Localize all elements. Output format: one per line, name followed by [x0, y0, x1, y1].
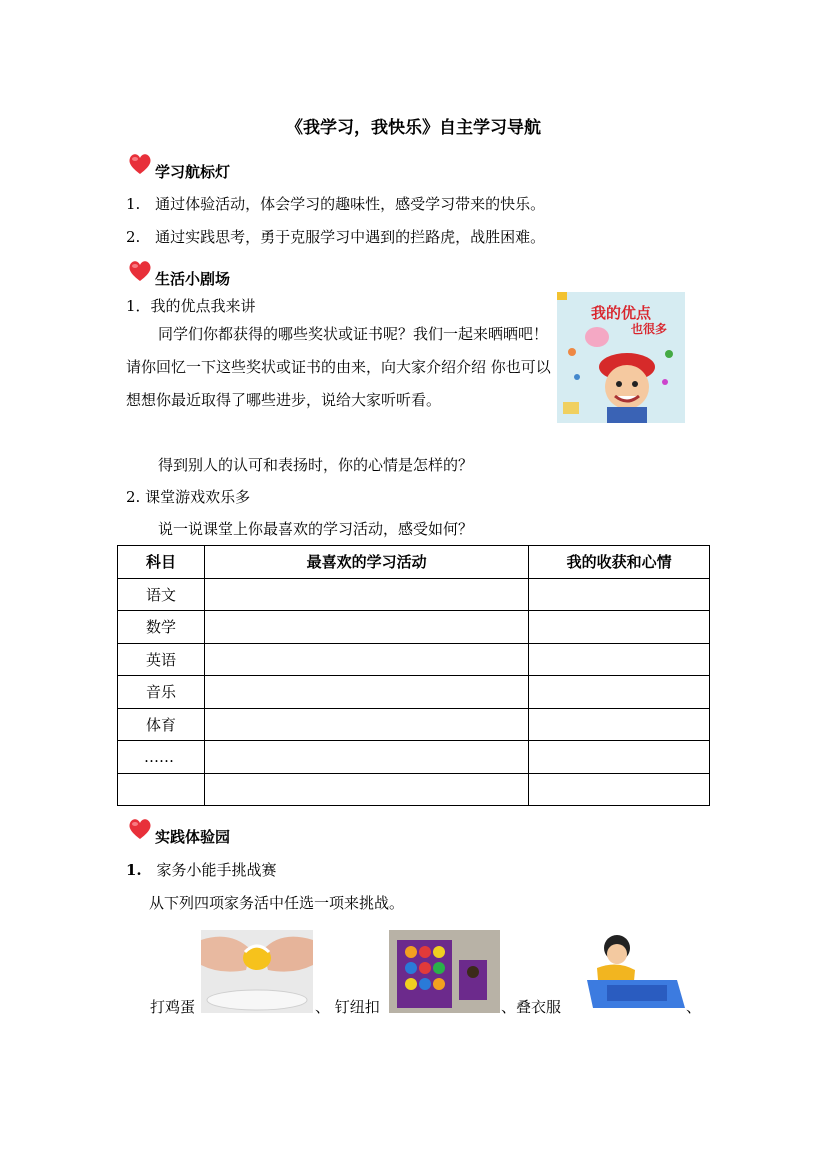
- table-row: [118, 643, 710, 676]
- column-header: 科目: [118, 546, 205, 579]
- table-row: [118, 611, 710, 644]
- folding-illustration: [567, 930, 685, 1013]
- egg-illustration: [201, 930, 313, 1013]
- activity-cell[interactable]: [204, 643, 528, 676]
- feeling-cell[interactable]: [529, 741, 710, 774]
- paragraph: 同学们你都获得的哪些奖状或证书呢？我们一起来晒晒吧！请你回忆一下这些奖状或证书的由来，向大家介绍介绍 你也可以想想你最近取得了哪些进步，说给大家听听看。: [126, 325, 551, 409]
- feeling-cell[interactable]: [529, 611, 710, 644]
- subject-cell: 体育: [118, 708, 205, 741]
- feeling-cell[interactable]: [529, 643, 710, 676]
- feeling-cell[interactable]: [529, 578, 710, 611]
- task-separator: 、: [686, 998, 702, 1016]
- column-header: 最喜欢的学习活动: [204, 546, 528, 579]
- feeling-cell[interactable]: [529, 676, 710, 709]
- practice-item-1: [126, 859, 276, 880]
- subject-cell: ……: [118, 741, 205, 774]
- svg-text:也很多: 也很多: [630, 322, 668, 336]
- heart-icon: [128, 260, 152, 282]
- button-sewing-image: [389, 930, 500, 1013]
- egg-cracking-image: [201, 930, 313, 1013]
- activity-cell[interactable]: [204, 578, 528, 611]
- task-label-button: 、 钉纽扣: [315, 998, 380, 1016]
- table-row: [118, 578, 710, 611]
- task-label-egg: 打鸡蛋: [150, 998, 196, 1016]
- activity-cell[interactable]: [204, 611, 528, 644]
- folding-clothes-image: [567, 930, 685, 1013]
- prompt-text: 从下列四项家务活中任选一项来挑战。: [149, 894, 405, 912]
- activity-cell[interactable]: [204, 773, 528, 806]
- activity-cell[interactable]: [204, 708, 528, 741]
- item-number: 1.: [126, 861, 142, 879]
- goal-text: 通过实践思考，勇于克服学习中遇到的拦路虎，战胜困难。: [155, 228, 546, 246]
- table-header-row: [118, 546, 710, 579]
- activity-cell[interactable]: [204, 741, 528, 774]
- goal-item-1: [126, 193, 545, 214]
- feeling-cell[interactable]: [529, 773, 710, 806]
- column-header: 我的收获和心情: [529, 546, 710, 579]
- table-row: [118, 708, 710, 741]
- item-title: 1．我的优点我来讲: [126, 297, 256, 315]
- goal-item-2: [126, 226, 545, 247]
- task-label-clothes: 、叠衣服: [501, 998, 562, 1016]
- table-row: [118, 676, 710, 709]
- book-cover-image: [557, 292, 685, 423]
- page-title: 《我学习，我快乐》自主学习导航: [286, 118, 541, 138]
- item-title: 2. 课堂游戏欢乐多: [126, 488, 251, 506]
- goal-text: 通过体验活动，体会学习的趣味性，感受学习带来的快乐。: [155, 195, 546, 213]
- prompt-text: 说一说课堂上你最喜欢的学习活动，感受如何？: [158, 520, 474, 538]
- feeling-cell[interactable]: [529, 708, 710, 741]
- section-heading-practice: 实践体验园: [155, 828, 231, 846]
- item-title: 家务小能手挑战赛: [156, 861, 277, 879]
- subject-cell: 英语: [118, 643, 205, 676]
- subject-cell[interactable]: [118, 773, 205, 806]
- subject-cell: 语文: [118, 578, 205, 611]
- heart-icon: [128, 818, 152, 840]
- subject-cell: 音乐: [118, 676, 205, 709]
- buttons-illustration: [389, 930, 500, 1013]
- book-cover-illustration: [557, 292, 685, 423]
- svg-text:我的优点: 我的优点: [590, 304, 652, 322]
- goal-number: 1.: [126, 195, 141, 213]
- section-heading-theater: 生活小剧场: [155, 270, 231, 288]
- activity-table: [117, 545, 710, 806]
- heart-icon: [128, 153, 152, 175]
- subject-cell: 数学: [118, 611, 205, 644]
- activity-cell[interactable]: [204, 676, 528, 709]
- goal-number: 2.: [126, 228, 141, 246]
- table-row: [118, 741, 710, 774]
- question-text: 得到别人的认可和表扬时，你的心情是怎样的？: [158, 456, 474, 474]
- section-heading-goals: 学习航标灯: [155, 163, 231, 181]
- table-row: [118, 773, 710, 806]
